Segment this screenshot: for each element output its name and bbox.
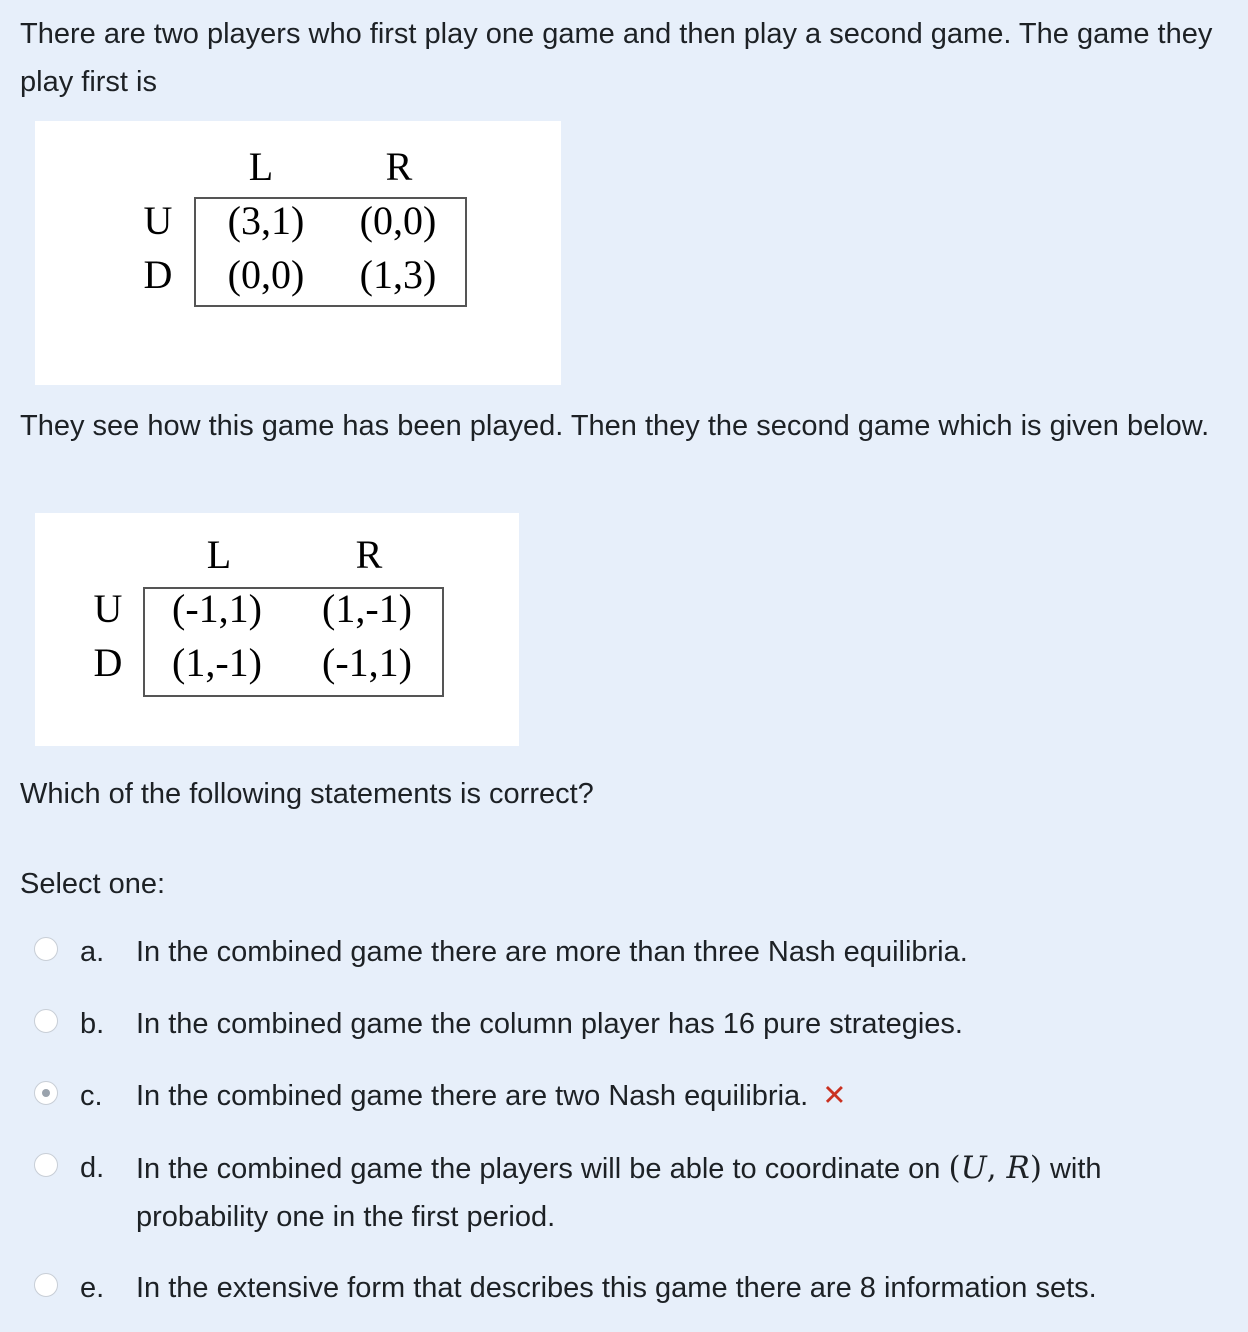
- option-text-a: In the combined game there are more than three Nash equilibria.: [136, 936, 968, 968]
- option-text-d: [136, 1144, 1236, 1241]
- math-close-paren: ): [1029, 1150, 1042, 1186]
- game1-cell-ur: (0,0): [359, 198, 437, 243]
- radio-e[interactable]: [34, 1273, 58, 1297]
- option-text-e: In the extensive form that describes this game there are 8 information sets.: [136, 1272, 1097, 1304]
- option-letter-e: e.: [80, 1272, 105, 1304]
- option-text-c-wrap: [136, 1072, 1236, 1120]
- game2-cell-dr: (-1,1): [322, 640, 412, 685]
- game2-row-label-u: U: [93, 586, 123, 631]
- option-letter-d: d.: [80, 1152, 105, 1184]
- game1-figure: [35, 121, 561, 385]
- game2-cell-ul: (-1,1): [172, 586, 262, 631]
- math-r: R: [1006, 1150, 1030, 1186]
- game1-col-label-l: L: [248, 144, 274, 189]
- radio-b[interactable]: [34, 1009, 58, 1033]
- select-one-label: Select one:: [20, 868, 166, 900]
- option-text-b: In the combined game the column player has 16 pure strategies.: [136, 1008, 963, 1040]
- question-middle: They see how this game has been played. Then they the second game which is given below.: [20, 410, 1210, 442]
- math-open-paren: (: [948, 1150, 961, 1186]
- game1-row-label-d: D: [143, 252, 173, 297]
- incorrect-icon: ✕: [822, 1080, 847, 1112]
- game2-matrix: [35, 513, 519, 746]
- option-text-c: In the combined game there are two Nash equilibria.: [136, 1080, 809, 1112]
- radio-c-selected[interactable]: [34, 1081, 58, 1105]
- game2-col-label-r: R: [355, 532, 383, 577]
- game2-figure: [35, 513, 519, 746]
- math-expression-u-r: [949, 1150, 1042, 1186]
- radio-d[interactable]: [34, 1153, 58, 1177]
- game1-row-label-u: U: [143, 198, 173, 243]
- radio-a[interactable]: [34, 937, 58, 961]
- option-letter-a: a.: [80, 936, 105, 968]
- game1-matrix: [35, 121, 561, 385]
- game2-col-label-l: L: [206, 532, 232, 577]
- game2-cell-ur: (1,-1): [322, 586, 412, 631]
- game1-cell-dl: (0,0): [227, 252, 305, 297]
- game2-cell-dl: (1,-1): [172, 640, 262, 685]
- game2-row-label-d: D: [93, 640, 123, 685]
- game1-col-label-r: R: [385, 144, 413, 189]
- option-letter-c: c.: [80, 1080, 103, 1112]
- question-prompt: Which of the following statements is correct?: [20, 778, 594, 810]
- option-text-d-after: with probability one in the first period.: [136, 1153, 1102, 1233]
- question-intro: There are two players who first play one game and then play a second game. The game they play first is: [20, 18, 1213, 98]
- game1-cell-dr: (1,3): [359, 252, 437, 297]
- math-comma: ,: [986, 1150, 1007, 1186]
- game1-cell-ul: (3,1): [227, 198, 305, 243]
- math-u: U: [960, 1150, 987, 1186]
- option-text-d-before: In the combined game the players will be able to coordinate on: [136, 1153, 949, 1185]
- option-letter-b: b.: [80, 1008, 105, 1040]
